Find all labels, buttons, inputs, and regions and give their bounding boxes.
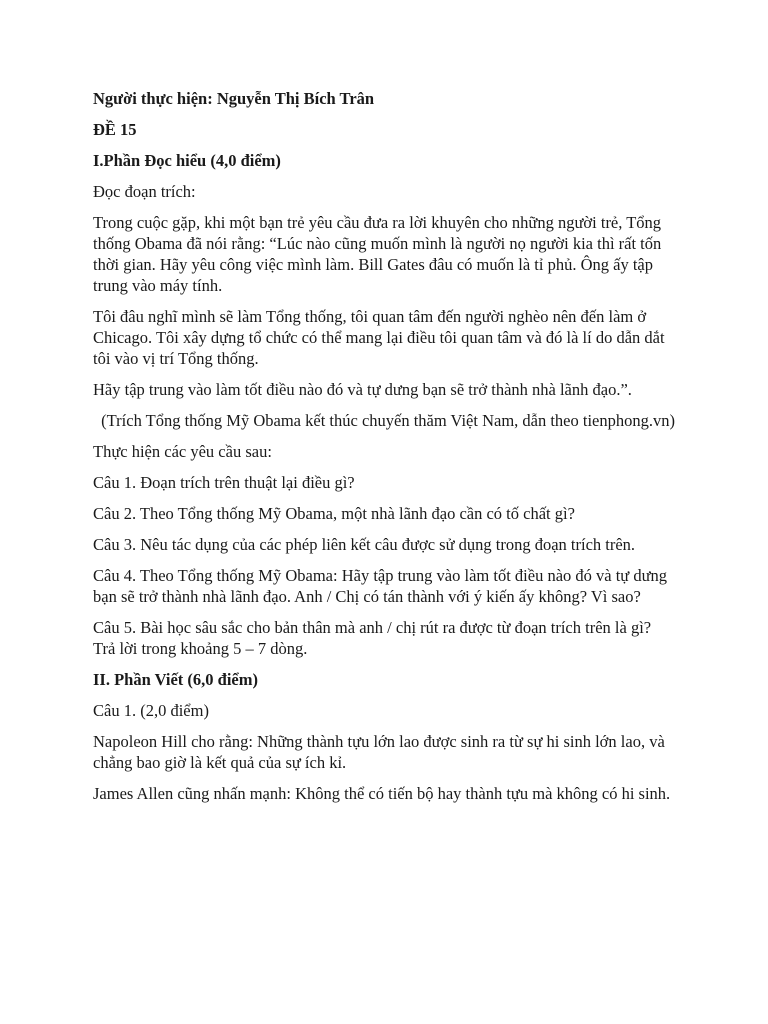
- quote-paragraph: James Allen cũng nhấn mạnh: Không thể có tiến bộ hay thành tựu mà không có hi sinh.: [93, 784, 671, 803]
- task-intro: Thực hiện các yêu cầu sau:: [93, 442, 272, 461]
- quote-paragraph: Napoleon Hill cho rằng: Những thành tựu lớn lao được sinh ra từ sự hi sinh lớn lao, và chẳng bao giờ là kết quả của sự ích kỉ.: [93, 732, 665, 772]
- passage-source: (Trích Tổng thống Mỹ Obama kết thúc chuyến thăm Việt Nam, dẫn theo tienphong.vn): [101, 411, 675, 430]
- question-item: Câu 1. Đoạn trích trên thuật lại điều gì?: [93, 473, 355, 492]
- question-item: Câu 2. Theo Tổng thống Mỹ Obama, một nhà lãnh đạo cần có tố chất gì?: [93, 504, 575, 523]
- passage-paragraph: Trong cuộc gặp, khi một bạn trẻ yêu cầu đưa ra lời khuyên cho những người trẻ, Tổng thống Obama đã nói rằng: “Lúc nào cũng muốn mình là người nọ người kia thì rất tốn thời gian. Hãy yêu công việc mình làm. Bill Gates đâu có muốn là tỉ phủ. Ông ấy tập trung vào máy tính.: [93, 213, 662, 295]
- passage-paragraph: Tôi đâu nghĩ mình sẽ làm Tổng thống, tôi quan tâm đến người nghèo nên đến làm ở Chicago. Tôi xây dựng tổ chức có thể mang lại điều tôi quan tâm và đó là lí do dẫn dắt tôi vào vị trí Tổng thống.: [93, 307, 665, 368]
- passage-intro: Đọc đoạn trích:: [93, 182, 196, 201]
- question-item: Câu 4. Theo Tổng thống Mỹ Obama: Hãy tập trung vào làm tốt điều nào đó và tự dưng bạn sẽ trở thành nhà lãnh đạo. Anh / Chị có tán thành với ý kiến ấy không? Vì sao?: [93, 566, 668, 606]
- part2-heading: II. Phần Viết (6,0 điểm): [93, 670, 258, 689]
- document-page: [93, 88, 675, 814]
- writing-question-1: Câu 1. (2,0 điểm): [93, 701, 209, 720]
- question-item: Câu 3. Nêu tác dụng của các phép liên kết câu được sử dụng trong đoạn trích trên.: [93, 535, 636, 554]
- question-item: Câu 5. Bài học sâu sắc cho bản thân mà anh / chị rút ra được từ đoạn trích trên là gì? Trả lời trong khoảng 5 – 7 dòng.: [93, 618, 652, 658]
- part1-heading: I.Phần Đọc hiểu (4,0 điểm): [93, 151, 281, 170]
- exam-number: ĐỀ 15: [93, 120, 137, 139]
- passage-paragraph: Hãy tập trung vào làm tốt điều nào đó và tự dưng bạn sẽ trở thành nhà lãnh đạo.”.: [93, 380, 632, 399]
- author-line: Người thực hiện: Nguyễn Thị Bích Trân: [93, 89, 375, 108]
